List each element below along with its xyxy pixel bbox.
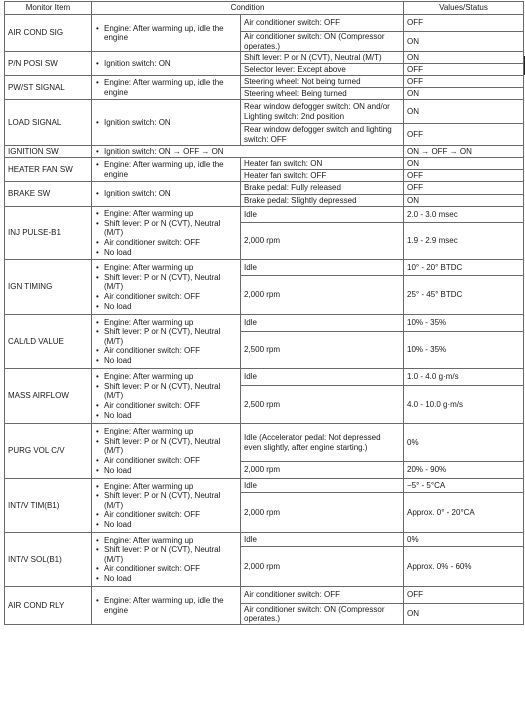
table-row <box>5 76 524 88</box>
table-row <box>5 424 524 462</box>
sub-condition-cell: Idle <box>241 207 404 223</box>
condition-cell <box>92 587 241 625</box>
condition-cell <box>92 76 241 100</box>
value-status-cell: 1.9 - 2.9 msec <box>404 223 524 260</box>
condition-list <box>95 596 237 615</box>
value-status-cell: OFF <box>404 64 524 76</box>
table-header-row <box>5 2 524 15</box>
sub-condition-cell: Air conditioner switch: OFF <box>241 15 404 32</box>
condition-bullet: • Ignition switch: ON <box>95 59 237 69</box>
monitor-item-cell: INJ PULSE-B1 <box>5 207 92 260</box>
condition-bullet: • Shift lever: P or N (CVT), Neutral (M/T) <box>95 382 237 401</box>
monitor-item-cell: MASS AIRFLOW <box>5 369 92 424</box>
condition-list <box>95 318 237 366</box>
condition-list <box>95 147 400 157</box>
condition-list <box>95 24 237 43</box>
sub-condition-cell: Brake pedal: Fully released <box>241 182 404 195</box>
value-status-cell: ON <box>404 88 524 100</box>
table-row <box>5 182 524 195</box>
condition-bullet: • Ignition switch: ON <box>95 118 237 128</box>
table-row <box>5 315 524 332</box>
sub-condition-cell: Rear window defogger switch and lighting switch: OFF <box>241 124 404 146</box>
monitor-item-cell: PW/ST SIGNAL <box>5 76 92 100</box>
condition-bullet: • Shift lever: P or N (CVT), Neutral (M/T) <box>95 491 237 510</box>
sub-condition-cell: Air conditioner switch: ON (Compressor operates.) <box>241 604 404 625</box>
sub-condition-cell: Idle <box>241 260 404 276</box>
condition-list <box>95 372 237 420</box>
condition-bullet: • Engine: After warming up <box>95 482 237 492</box>
table-row <box>5 146 524 158</box>
condition-bullet: • Engine: After warming up, idle the engine <box>95 596 237 615</box>
table-row <box>5 158 524 170</box>
table-row <box>5 100 524 124</box>
monitor-item-cell: CAL/LD VALUE <box>5 315 92 369</box>
condition-bullet: • Shift lever: P or N (CVT), Neutral (M/T) <box>95 273 237 292</box>
value-status-cell: OFF <box>404 170 524 182</box>
condition-bullet: • Engine: After warming up <box>95 209 237 219</box>
value-status-cell: 10% - 35% <box>404 332 524 369</box>
value-status-cell: 0% <box>404 424 524 462</box>
condition-list <box>95 118 237 128</box>
condition-bullet: • Engine: After warming up <box>95 263 237 273</box>
sub-condition-cell: Rear window defogger switch: ON and/or Lighting switch: 2nd position <box>241 100 404 124</box>
condition-bullet: • Engine: After warming up, idle the engine <box>95 24 237 43</box>
condition-bullet: • Air conditioner switch: OFF <box>95 401 237 411</box>
sub-condition-cell: Idle <box>241 315 404 332</box>
table-row <box>5 52 524 64</box>
sub-condition-cell: Air conditioner switch: ON (Compressor operates.) <box>241 32 404 52</box>
sub-condition-cell: 2,000 rpm <box>241 547 404 587</box>
sub-condition-cell: Shift lever: P or N (CVT), Neutral (M/T) <box>241 52 404 64</box>
condition-list <box>95 59 237 69</box>
value-status-cell: −5° - 5°CA <box>404 479 524 493</box>
condition-bullet: • Engine: After warming up <box>95 427 237 437</box>
condition-bullet: • No load <box>95 302 237 312</box>
table-body <box>5 15 524 625</box>
condition-bullet: • No load <box>95 466 237 476</box>
condition-cell <box>92 146 404 158</box>
value-status-cell: Approx. 0° - 20°CA <box>404 493 524 533</box>
header-monitor-item: Monitor Item <box>5 2 92 15</box>
condition-bullet: • No load <box>95 248 237 258</box>
sub-condition-cell: Air conditioner switch: OFF <box>241 587 404 604</box>
monitor-item-cell: IGNITION SW <box>5 146 92 158</box>
condition-bullet: • Ignition switch: ON <box>95 189 237 199</box>
value-status-cell: 2.0 - 3.0 msec <box>404 207 524 223</box>
sub-condition-cell: 2,500 rpm <box>241 386 404 424</box>
value-status-cell: OFF <box>404 182 524 195</box>
condition-bullet: • Engine: After warming up <box>95 536 237 546</box>
condition-bullet: • No load <box>95 411 237 421</box>
value-status-cell: 0% <box>404 533 524 547</box>
condition-bullet: • Engine: After warming up, idle the engine <box>95 160 237 179</box>
condition-cell <box>92 158 241 182</box>
condition-cell <box>92 533 241 587</box>
value-status-cell: OFF <box>404 587 524 604</box>
value-status-cell: 25° - 45° BTDC <box>404 276 524 315</box>
header-values-status: Values/Status <box>404 2 524 15</box>
value-status-cell: ON <box>404 604 524 625</box>
condition-bullet: • Engine: After warming up <box>95 318 237 328</box>
condition-bullet: • Air conditioner switch: OFF <box>95 510 237 520</box>
condition-cell <box>92 100 241 146</box>
sub-condition-cell: Steering wheel: Being turned <box>241 88 404 100</box>
condition-bullet: • Air conditioner switch: OFF <box>95 456 237 466</box>
condition-cell <box>92 479 241 533</box>
monitor-item-cell: P/N POSI SW <box>5 52 92 76</box>
condition-bullet: • No load <box>95 574 237 584</box>
condition-bullet: • Shift lever: P or N (CVT), Neutral (M/T) <box>95 327 237 346</box>
condition-bullet: • No load <box>95 520 237 530</box>
condition-cell <box>92 260 241 315</box>
condition-cell <box>92 52 241 76</box>
table-row <box>5 15 524 32</box>
monitor-item-cell: INT/V TIM(B1) <box>5 479 92 533</box>
sub-condition-cell: Idle <box>241 369 404 386</box>
monitor-item-cell: INT/V SOL(B1) <box>5 533 92 587</box>
monitor-item-cell: AIR COND SIG <box>5 15 92 52</box>
value-status-cell: 1.0 - 4.0 g·m/s <box>404 369 524 386</box>
value-status-cell: 4.0 - 10.0 g·m/s <box>404 386 524 424</box>
condition-list <box>95 78 237 97</box>
condition-cell <box>92 207 241 260</box>
value-status-cell: 20% - 90% <box>404 462 524 479</box>
monitor-item-cell: LOAD SIGNAL <box>5 100 92 146</box>
condition-bullet: • Engine: After warming up <box>95 372 237 382</box>
sub-condition-cell: Idle (Accelerator pedal: Not depressed even slightly, after engine starting.) <box>241 424 404 462</box>
sub-condition-cell: 2,000 rpm <box>241 223 404 260</box>
condition-cell <box>92 369 241 424</box>
value-status-cell: OFF <box>404 15 524 32</box>
monitor-item-cell: IGN TIMING <box>5 260 92 315</box>
value-status-cell: 10° - 20° BTDC <box>404 260 524 276</box>
condition-cell <box>92 182 241 207</box>
condition-bullet: • Ignition switch: ON → OFF → ON <box>95 147 400 157</box>
condition-list <box>95 160 237 179</box>
sub-condition-cell: Steering wheel: Not being turned <box>241 76 404 88</box>
condition-list <box>95 209 237 257</box>
sub-condition-cell: 2,000 rpm <box>241 493 404 533</box>
condition-list <box>95 427 237 475</box>
monitor-item-cell: HEATER FAN SW <box>5 158 92 182</box>
value-status-cell: ON <box>404 158 524 170</box>
table-row <box>5 587 524 604</box>
value-status-cell: Approx. 0% - 60% <box>404 547 524 587</box>
condition-cell <box>92 424 241 479</box>
value-status-cell: OFF <box>404 124 524 146</box>
condition-bullet: • Air conditioner switch: OFF <box>95 346 237 356</box>
sub-condition-cell: Heater fan switch: OFF <box>241 170 404 182</box>
value-status-cell: ON <box>404 52 524 64</box>
sub-condition-cell: 2,000 rpm <box>241 462 404 479</box>
value-status-cell: OFF <box>404 76 524 88</box>
sub-condition-cell: Brake pedal: Slightly depressed <box>241 195 404 207</box>
condition-list <box>95 189 237 199</box>
condition-cell <box>92 15 241 52</box>
sub-condition-cell: Heater fan switch: ON <box>241 158 404 170</box>
value-status-cell: ON <box>404 100 524 124</box>
header-condition: Condition <box>92 2 404 15</box>
monitor-item-cell: BRAKE SW <box>5 182 92 207</box>
condition-bullet: • Air conditioner switch: OFF <box>95 238 237 248</box>
condition-bullet: • Shift lever: P or N (CVT), Neutral (M/T) <box>95 545 237 564</box>
condition-list <box>95 482 237 530</box>
sub-condition-cell: 2,000 rpm <box>241 276 404 315</box>
value-status-cell: ON → OFF → ON <box>404 146 524 158</box>
sub-condition-cell: Selector lever: Except above <box>241 64 404 76</box>
condition-bullet: • Shift lever: P or N (CVT), Neutral (M/T) <box>95 437 237 456</box>
condition-bullet: • Air conditioner switch: OFF <box>95 564 237 574</box>
table-row <box>5 260 524 276</box>
table-row <box>5 369 524 386</box>
value-status-cell: 10% - 35% <box>404 315 524 332</box>
monitor-item-cell: AIR COND RLY <box>5 587 92 625</box>
condition-bullet: • Shift lever: P or N (CVT), Neutral (M/T) <box>95 219 237 238</box>
monitor-item-cell: PURG VOL C/V <box>5 424 92 479</box>
table-row <box>5 207 524 223</box>
table-row <box>5 533 524 547</box>
condition-bullet: • Air conditioner switch: OFF <box>95 292 237 302</box>
value-status-cell: ON <box>404 195 524 207</box>
sub-condition-cell: Idle <box>241 479 404 493</box>
condition-bullet: • No load <box>95 356 237 366</box>
condition-bullet: • Engine: After warming up, idle the engine <box>95 78 237 97</box>
condition-list <box>95 536 237 584</box>
sub-condition-cell: Idle <box>241 533 404 547</box>
monitor-item-table <box>4 1 524 625</box>
sub-condition-cell: 2,500 rpm <box>241 332 404 369</box>
table-row <box>5 479 524 493</box>
condition-list <box>95 263 237 311</box>
value-status-cell: ON <box>404 32 524 52</box>
condition-cell <box>92 315 241 369</box>
